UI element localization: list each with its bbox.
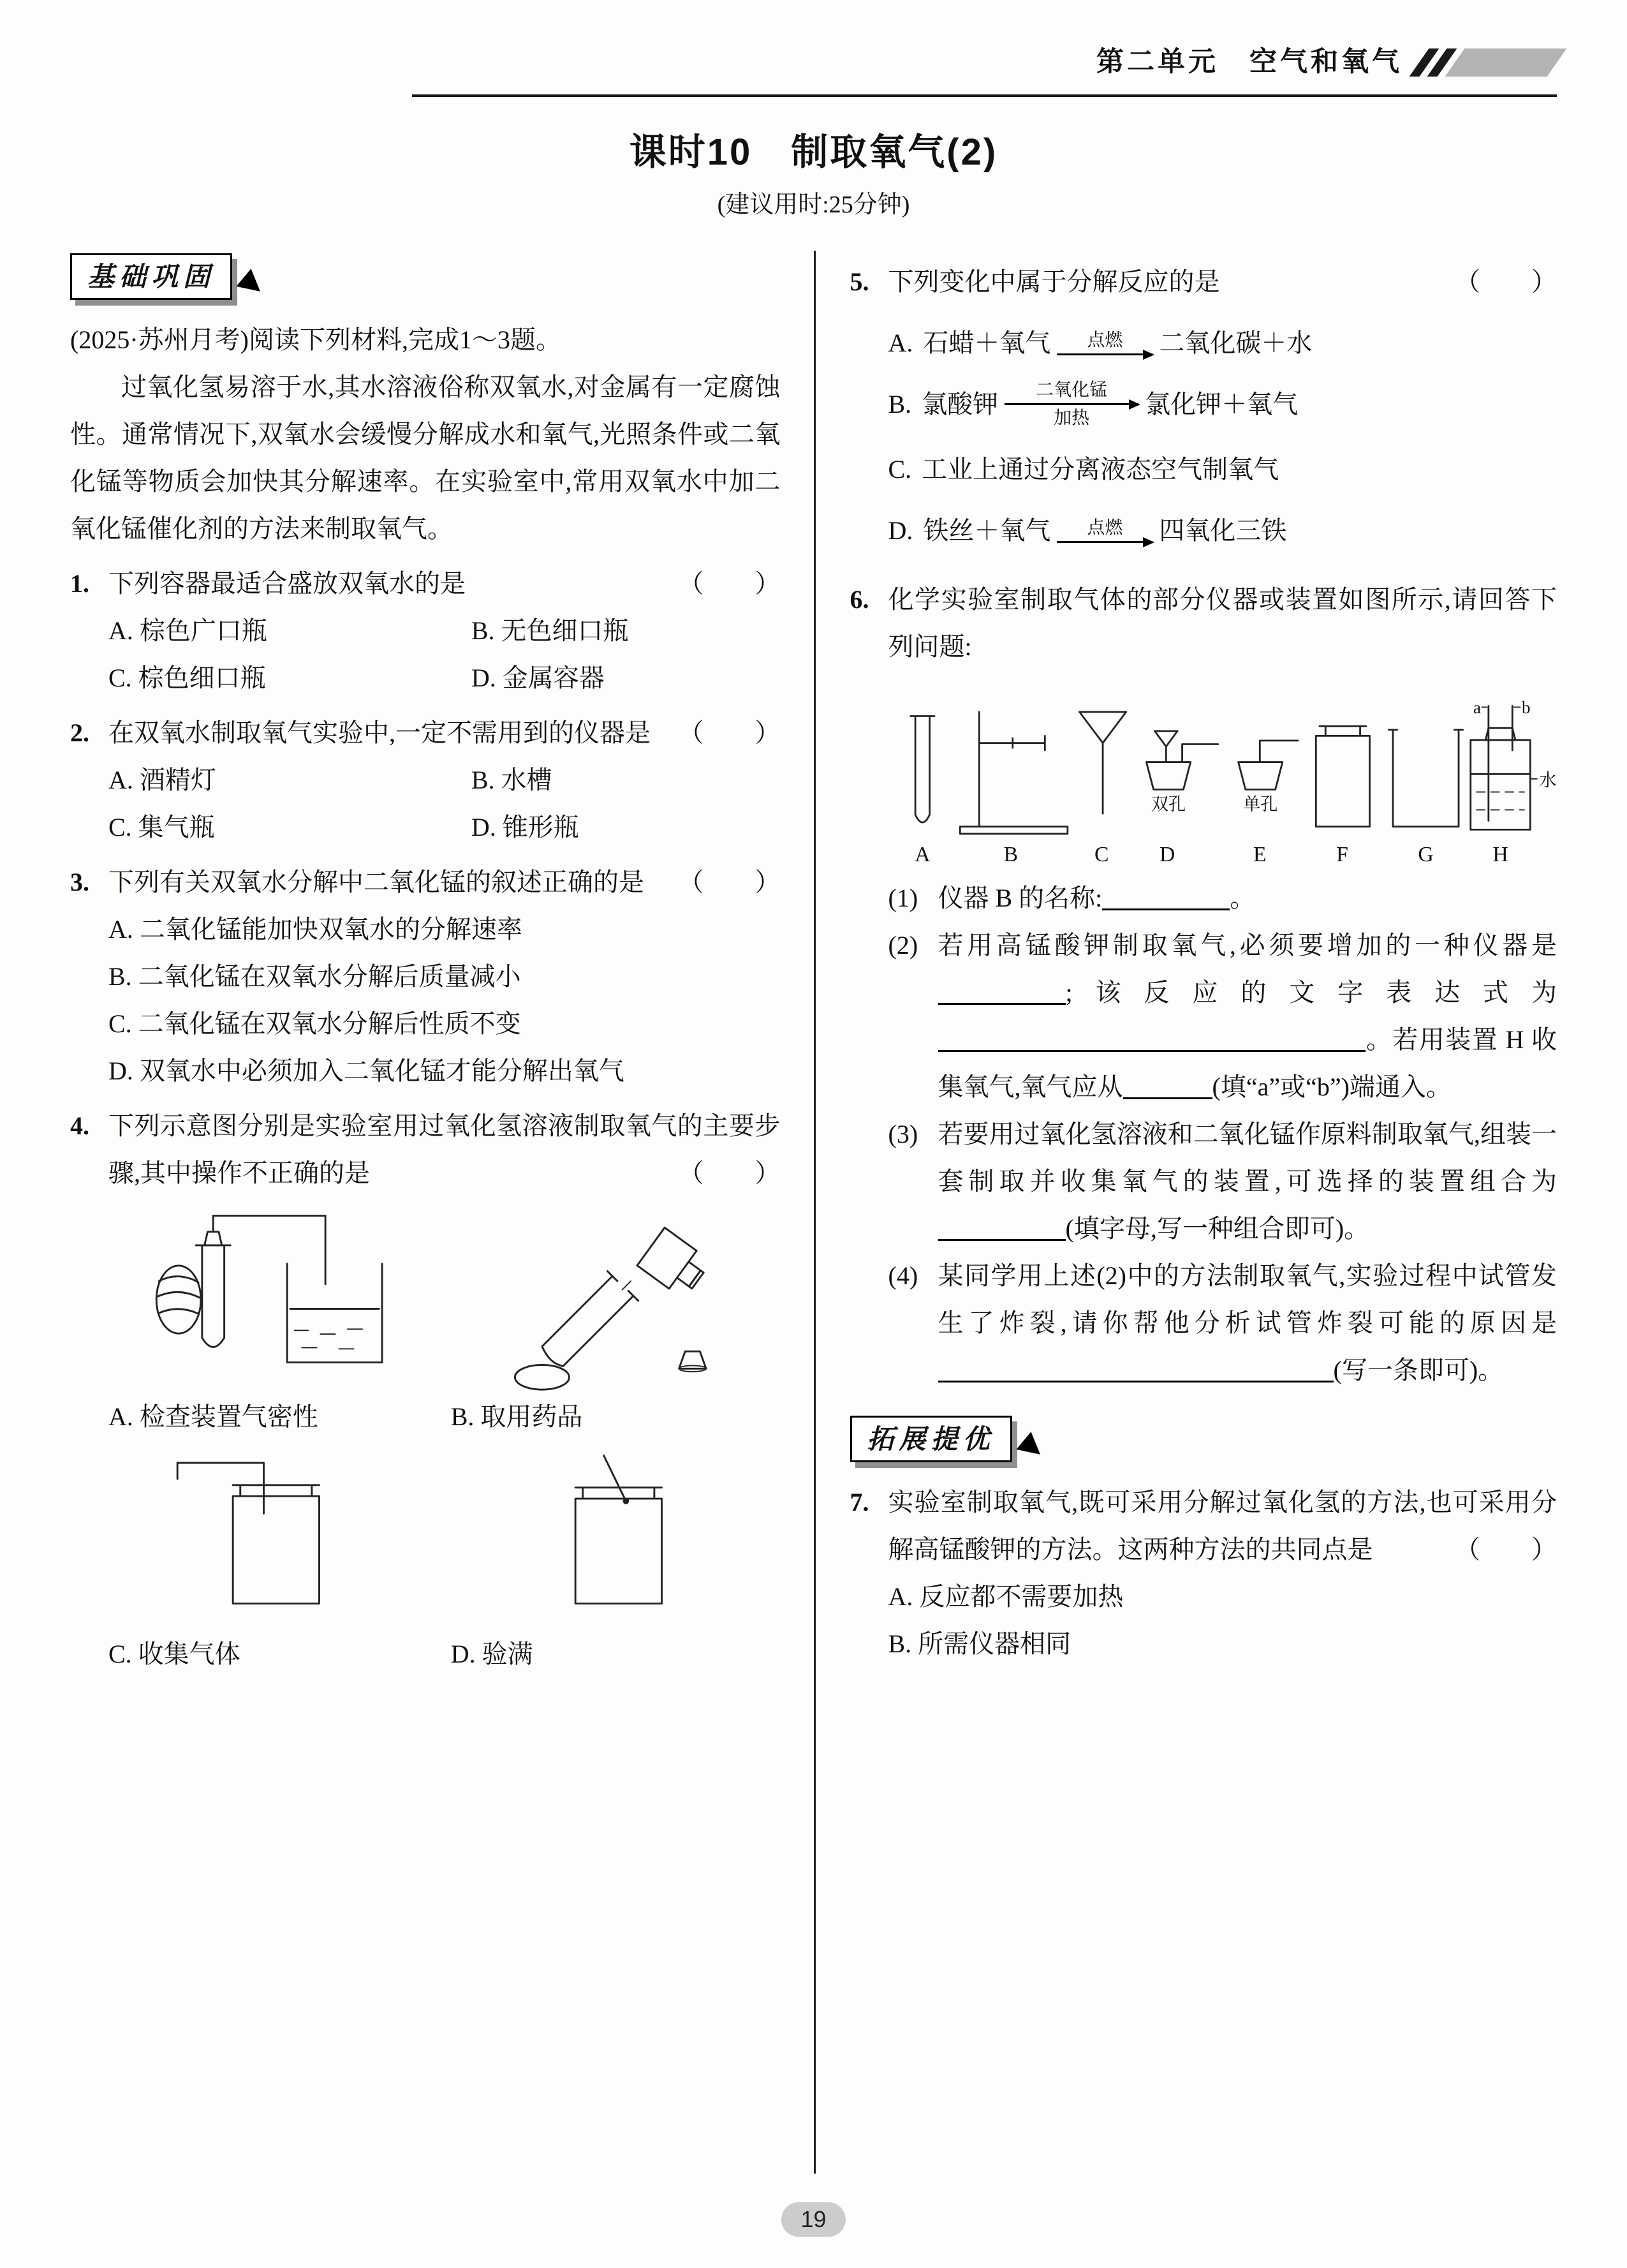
reaction-rhs: 四氧化三铁 <box>1159 516 1287 545</box>
option-5b: B. 氯酸钾 二氧化锰 加热 氯化钾＋氧气 <box>888 380 1299 429</box>
section-badge-advanced <box>850 1416 1557 1462</box>
question-number: 5. <box>850 267 869 296</box>
answer-blank <box>938 1217 1066 1241</box>
question-stem: 下列示意图分别是实验室用过氧化氢溶液制取氧气的主要步骤,其中操作不正确的是 （ ） <box>108 1102 781 1197</box>
question-1 <box>70 560 781 702</box>
question-stem: 化学实验室制取气体的部分仪器或装置如图所示,请回答下列问题: <box>888 585 1557 662</box>
figure-c <box>108 1444 438 1678</box>
apparatus-letter: D <box>1159 843 1175 867</box>
figure-caption: A. 检查装置气密性 <box>108 1402 318 1431</box>
question-number: 7. <box>850 1488 869 1517</box>
single-hole-label: 单孔 <box>1242 794 1277 814</box>
question-body <box>108 560 781 702</box>
reaction-lhs: 铁丝＋氧气 <box>923 516 1051 545</box>
page-header <box>70 37 1557 97</box>
double-hole-stopper-icon <box>1146 731 1218 790</box>
figure-d <box>451 1444 781 1678</box>
apparatus-letter: H <box>1492 843 1508 867</box>
intro-material: 过氧化氢易溶于水,其水溶液俗称双氧水,对金属有一定腐蚀性。通常情况下,双氧水会缓慢分解成水和氧气,光照条件或二氧化锰等物质会加快其分解速率。在实验室中,常用双氧水中加二氧化锰催化剂的方法来制取氧气。 <box>70 372 781 543</box>
reaction-arrow-icon: 点燃 <box>1057 517 1152 545</box>
gas-collection-illustration <box>136 1444 410 1629</box>
reaction-lhs: 氯酸钾 <box>922 389 999 419</box>
question-body <box>888 258 1557 568</box>
double-hole-label: 双孔 <box>1151 794 1186 814</box>
option: D. 金属容器 <box>471 663 605 692</box>
question-5 <box>850 258 1557 568</box>
reaction-lhs: 石蜡＋氧气 <box>923 328 1051 357</box>
option: B. 二氧化锰在双氧水分解后质量减小 <box>108 961 521 991</box>
option-grid <box>108 757 781 851</box>
unit-title: 第二单元 空气和氧气 <box>1096 47 1402 77</box>
option: A. 反应都不需要加热 <box>888 1582 1124 1612</box>
apparatus-diagram <box>888 683 1557 870</box>
tube-b-label: b <box>1521 697 1531 717</box>
option: C. 二氧化锰在双氧水分解后性质不变 <box>108 1009 521 1038</box>
right-column <box>814 251 1557 2174</box>
question-number: 3. <box>70 867 89 896</box>
page-subtitle: (建议用时:25分钟) <box>717 191 910 219</box>
option-5a: A. 石蜡＋氧气 点燃 二氧化碳＋水 <box>888 328 1313 357</box>
question-body <box>108 709 781 851</box>
washing-bottle-icon <box>1470 706 1536 830</box>
sub-question-2: (2) 若用高锰酸钾制取氧气,必须要增加的一种仪器是;该反应的文字表达式为。若用装置 H 收集氧气,氧气应从 (填“a”或“b”)端通入。 <box>888 931 1557 1102</box>
question-stem: 下列容器最适合盛放双氧水的是 （ ） <box>108 560 781 607</box>
option-5d: D. 铁丝＋氧气 点燃 四氧化三铁 <box>888 516 1287 545</box>
question-number: 2. <box>70 718 89 747</box>
two-column-layout <box>70 251 1557 2174</box>
option: B. 水槽 <box>471 765 552 794</box>
reaction-arrow-icon: 二氧化锰 加热 <box>1005 379 1138 429</box>
apparatus-letter: A <box>914 843 931 867</box>
question-7 <box>850 1479 1557 1668</box>
badge-arrow-icon <box>236 269 267 300</box>
option-grid <box>108 607 781 702</box>
answer-blank <box>1102 886 1230 910</box>
apparatus-letter: E <box>1253 843 1267 867</box>
question-stem: 在双氧水制取氧气实验中,一定不需用到的仪器是 （ ） <box>108 709 781 757</box>
badge-label: 拓展提优 <box>850 1416 1012 1462</box>
reaction-rhs: 二氧化碳＋水 <box>1159 328 1313 357</box>
procedure-figures <box>108 1207 781 1678</box>
answer-blank <box>1206 1028 1366 1052</box>
option: A. 二氧化锰能加快双氧水的分解速率 <box>108 914 522 944</box>
question-3 <box>70 859 781 1095</box>
fullness-test-illustration <box>478 1444 753 1629</box>
option: D. 锥形瓶 <box>471 812 579 841</box>
answer-bracket: （ ） <box>1455 1535 1557 1564</box>
question-body <box>888 576 1557 1394</box>
badge-arrow-icon <box>1016 1432 1047 1463</box>
figure-caption: C. 收集气体 <box>108 1639 240 1668</box>
page-title: 课时10 制取氧气(2) <box>629 131 998 173</box>
question-body <box>108 859 781 1095</box>
airtightness-check-illustration <box>136 1207 410 1392</box>
figure-caption: B. 取用药品 <box>450 1402 583 1431</box>
left-column <box>70 251 814 2174</box>
option: C. 棕色细口瓶 <box>108 663 266 692</box>
reaction-arrow-icon: 点燃 <box>1057 329 1152 357</box>
long-neck-funnel-icon <box>1079 712 1126 813</box>
question-2 <box>70 709 781 851</box>
apparatus-letter: F <box>1336 843 1348 867</box>
tube-a-label: a <box>1473 697 1481 717</box>
option: A. 棕色广口瓶 <box>108 616 267 645</box>
water-label: 水 <box>1538 771 1557 790</box>
option: D. 双氧水中必须加入二氧化锰才能分解出氧气 <box>108 1056 624 1085</box>
sub-question-1: (1) 仪器 B 的名称: 。 <box>888 884 1256 913</box>
question-4 <box>70 1102 781 1678</box>
single-hole-stopper-icon <box>1238 741 1298 790</box>
answer-bracket: （ ） <box>678 568 781 598</box>
sub-question-4: (4) 某同学用上述(2)中的方法制取氧气,实验过程中试管发生了炸裂,请你帮他分析试管炸裂可能的原因是(写一条即可)。 <box>888 1261 1557 1385</box>
question-number: 1. <box>70 568 89 598</box>
apparatus-letter: C <box>1094 843 1108 867</box>
option-list <box>888 1573 1557 1668</box>
answer-blank <box>938 981 1066 1005</box>
iron-stand-icon <box>960 712 1068 834</box>
answer-bracket: （ ） <box>678 718 781 747</box>
page-footer <box>70 2174 1557 2242</box>
option: B. 所需仪器相同 <box>888 1629 1071 1659</box>
header-rule <box>412 37 1557 97</box>
figure-b <box>451 1207 781 1441</box>
question-6 <box>850 576 1557 1394</box>
figure-caption: D. 验满 <box>450 1639 533 1668</box>
option: C. 集气瓶 <box>108 812 215 841</box>
question-stem: 实验室制取氧气,既可采用分解过氧化氢的方法,也可采用分解高锰酸钾的方法。这两种方法的共同点是 （ ） <box>888 1479 1557 1573</box>
question-stem: 下列有关双氧水分解中二氧化锰的叙述正确的是 （ ） <box>108 859 781 906</box>
apparatus-letter: G <box>1417 843 1434 867</box>
page-number: 19 <box>781 2202 845 2237</box>
apparatus-letter: B <box>1003 843 1018 867</box>
sub-question-3: (3) 若要用过氧化氢溶液和二氧化锰作原料制取氧气,组装一套制取并收集氧气的装置,可选择的装置组合为(填字母,写一种组合即可)。 <box>888 1120 1557 1243</box>
answer-blank <box>938 1028 1206 1052</box>
answer-blank <box>1066 1358 1334 1382</box>
figure-a <box>108 1207 438 1441</box>
header-stripes-icon <box>1419 48 1557 77</box>
question-number: 4. <box>70 1111 89 1140</box>
section-badge-basic <box>70 253 781 300</box>
question-body <box>888 1479 1557 1668</box>
option-5c: C. 工业上通过分离液态空气制氧气 <box>888 455 1279 484</box>
water-trough-icon <box>1388 730 1462 827</box>
answer-blank <box>938 1358 1066 1382</box>
answer-bracket: （ ） <box>678 867 781 896</box>
reaction-rhs: 氯化钾＋氧气 <box>1145 389 1299 419</box>
answer-bracket: （ ） <box>1455 267 1557 296</box>
test-tube-icon <box>910 716 934 823</box>
badge-label: 基础巩固 <box>70 253 232 300</box>
answer-bracket: （ ） <box>678 1158 781 1187</box>
adding-reagent-illustration <box>478 1207 753 1392</box>
question-stem: 下列变化中属于分解反应的是 （ ） <box>888 258 1557 306</box>
option: A. 酒精灯 <box>108 765 216 794</box>
option: B. 无色细口瓶 <box>471 616 629 645</box>
question-body <box>108 1102 781 1678</box>
option-list <box>108 906 781 1095</box>
intro-source: (2025·苏州月考)阅读下列材料,完成1～3题。 <box>70 325 561 354</box>
answer-blank <box>1123 1075 1212 1099</box>
option-text: 工业上通过分离液态空气制氧气 <box>922 455 1279 484</box>
apparatus-diagram-svg <box>888 683 1557 870</box>
gas-bottle-icon <box>1316 726 1369 826</box>
question-number: 6. <box>850 585 869 614</box>
